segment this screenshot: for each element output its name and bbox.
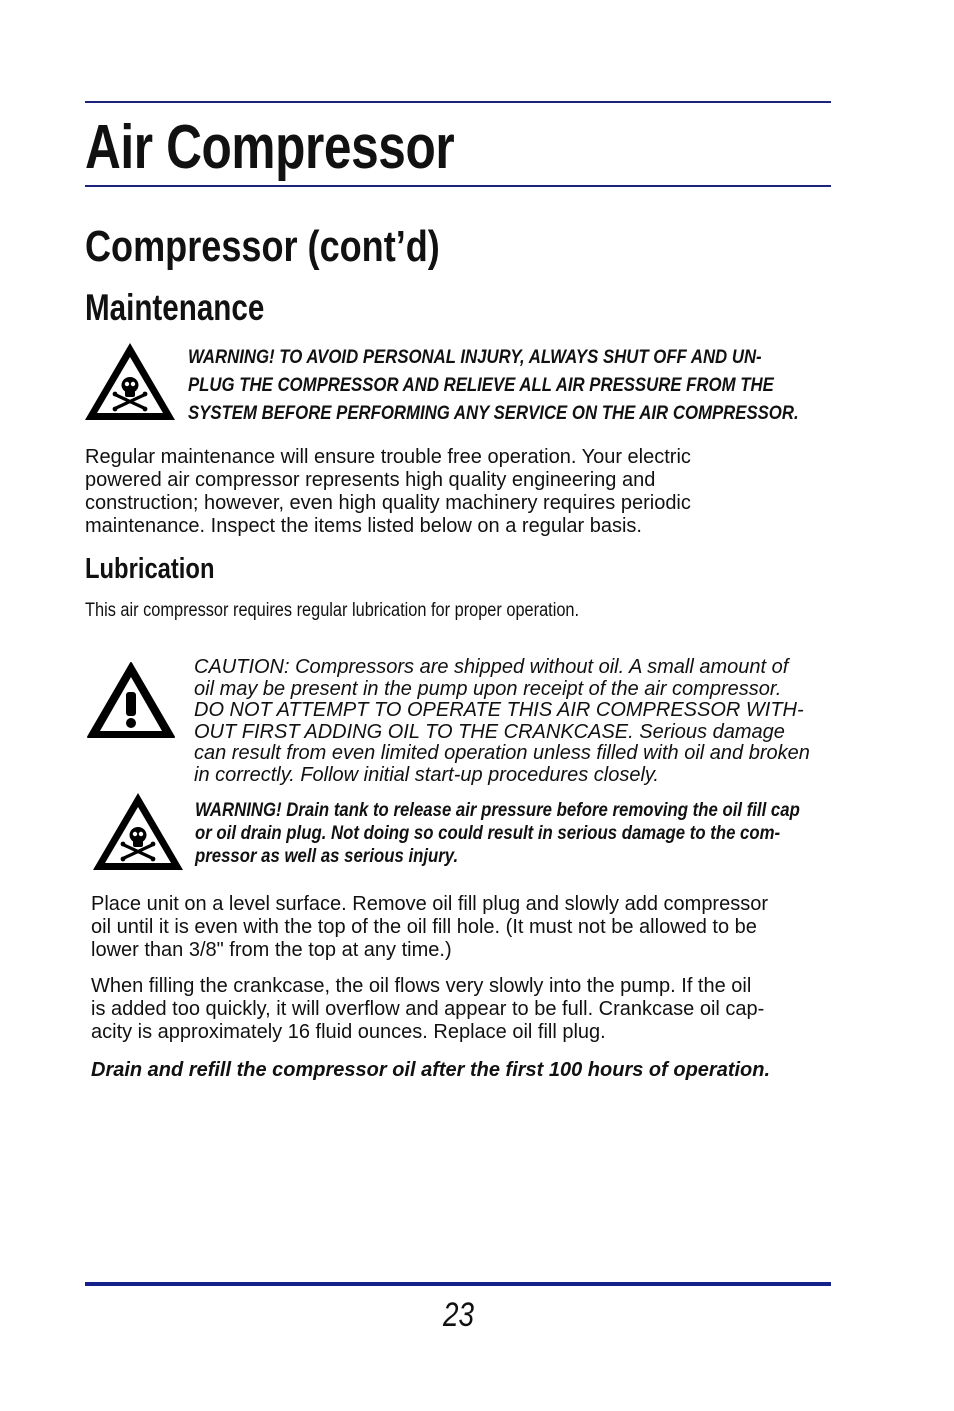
lubrication-warning bbox=[195, 799, 800, 868]
skull-crossbones-warning-icon bbox=[82, 340, 178, 424]
caution-line: CAUTION: Compressors are shipped without oil. A small amount of bbox=[194, 656, 789, 678]
warning-line: WARNING! TO AVOID PERSONAL INJURY, ALWAYS SHUT OFF AND UN- bbox=[188, 346, 762, 368]
caution-notice bbox=[194, 657, 810, 787]
paragraph-line: construction; however, even high quality machinery requires periodic bbox=[85, 492, 691, 514]
oil-fill-paragraph bbox=[91, 893, 768, 962]
warning-line: or oil drain plug. Not doing so could result in serious damage to the com- bbox=[195, 822, 781, 844]
skull-crossbones-warning-icon bbox=[89, 790, 187, 874]
maintenance-heading: Maintenance bbox=[85, 287, 265, 328]
section-subtitle: Compressor (cont’d) bbox=[85, 222, 440, 271]
paragraph-line: acity is approximately 16 fluid ounces. Replace oil fill plug. bbox=[91, 1021, 606, 1043]
caution-line: OUT FIRST ADDING OIL TO THE CRANKCASE. Serious damage bbox=[194, 720, 785, 743]
paragraph-line: is added too quickly, it will overflow and appear to be full. Crankcase oil cap- bbox=[91, 998, 765, 1020]
warning-line: PLUG THE COMPRESSOR AND RELIEVE ALL AIR PRESSURE FROM THE bbox=[188, 374, 774, 396]
paragraph-line: powered air compressor represents high quality engineering and bbox=[85, 469, 656, 491]
paragraph-line: oil until it is even with the top of the oil fill hole. (It must not be allowed to be bbox=[91, 916, 757, 938]
paragraph-line: When filling the crankcase, the oil flows very slowly into the pump. If the oil bbox=[91, 975, 752, 997]
caution-line: can result from even limited operation unless filled with oil and broken bbox=[194, 742, 810, 765]
paragraph-line: lower than 3/8" from the top at any time.) bbox=[91, 939, 452, 961]
paragraph-line: Place unit on a level surface. Remove oil fill plug and slowly add compressor bbox=[91, 893, 769, 915]
exclamation-caution-icon bbox=[85, 660, 177, 740]
maintenance-paragraph bbox=[85, 446, 691, 538]
paragraph-line: Regular maintenance will ensure trouble free operation. Your electric bbox=[85, 446, 691, 468]
warning-line: WARNING! Drain tank to release air pressure before removing the oil fill cap bbox=[195, 799, 800, 821]
title-rule bbox=[85, 185, 831, 187]
lubrication-intro: This air compressor requires regular lubrication for proper operation. bbox=[85, 600, 580, 621]
paragraph-line: maintenance. Inspect the items listed below on a regular basis. bbox=[85, 515, 642, 537]
oil-change-emphasis: Drain and refill the compressor oil after the first 100 hours of operation. bbox=[91, 1059, 771, 1081]
page-number: 23 bbox=[443, 1296, 475, 1334]
maintenance-warning bbox=[188, 343, 799, 427]
crankcase-paragraph bbox=[91, 975, 764, 1044]
caution-line: oil may be present in the pump upon receipt of the air compressor. bbox=[194, 677, 782, 700]
top-rule bbox=[85, 101, 831, 103]
caution-line: in correctly. Follow initial start-up procedures closely. bbox=[194, 763, 659, 786]
warning-line: pressor as well as serious injury. bbox=[195, 845, 459, 867]
warning-line: SYSTEM BEFORE PERFORMING ANY SERVICE ON THE AIR COMPRESSOR. bbox=[188, 402, 799, 424]
page-title: Air Compressor bbox=[85, 113, 455, 182]
caution-line: DO NOT ATTEMPT TO OPERATE THIS AIR COMPRESSOR WITH- bbox=[194, 699, 804, 722]
lubrication-heading: Lubrication bbox=[85, 553, 215, 585]
footer-rule bbox=[85, 1282, 831, 1286]
